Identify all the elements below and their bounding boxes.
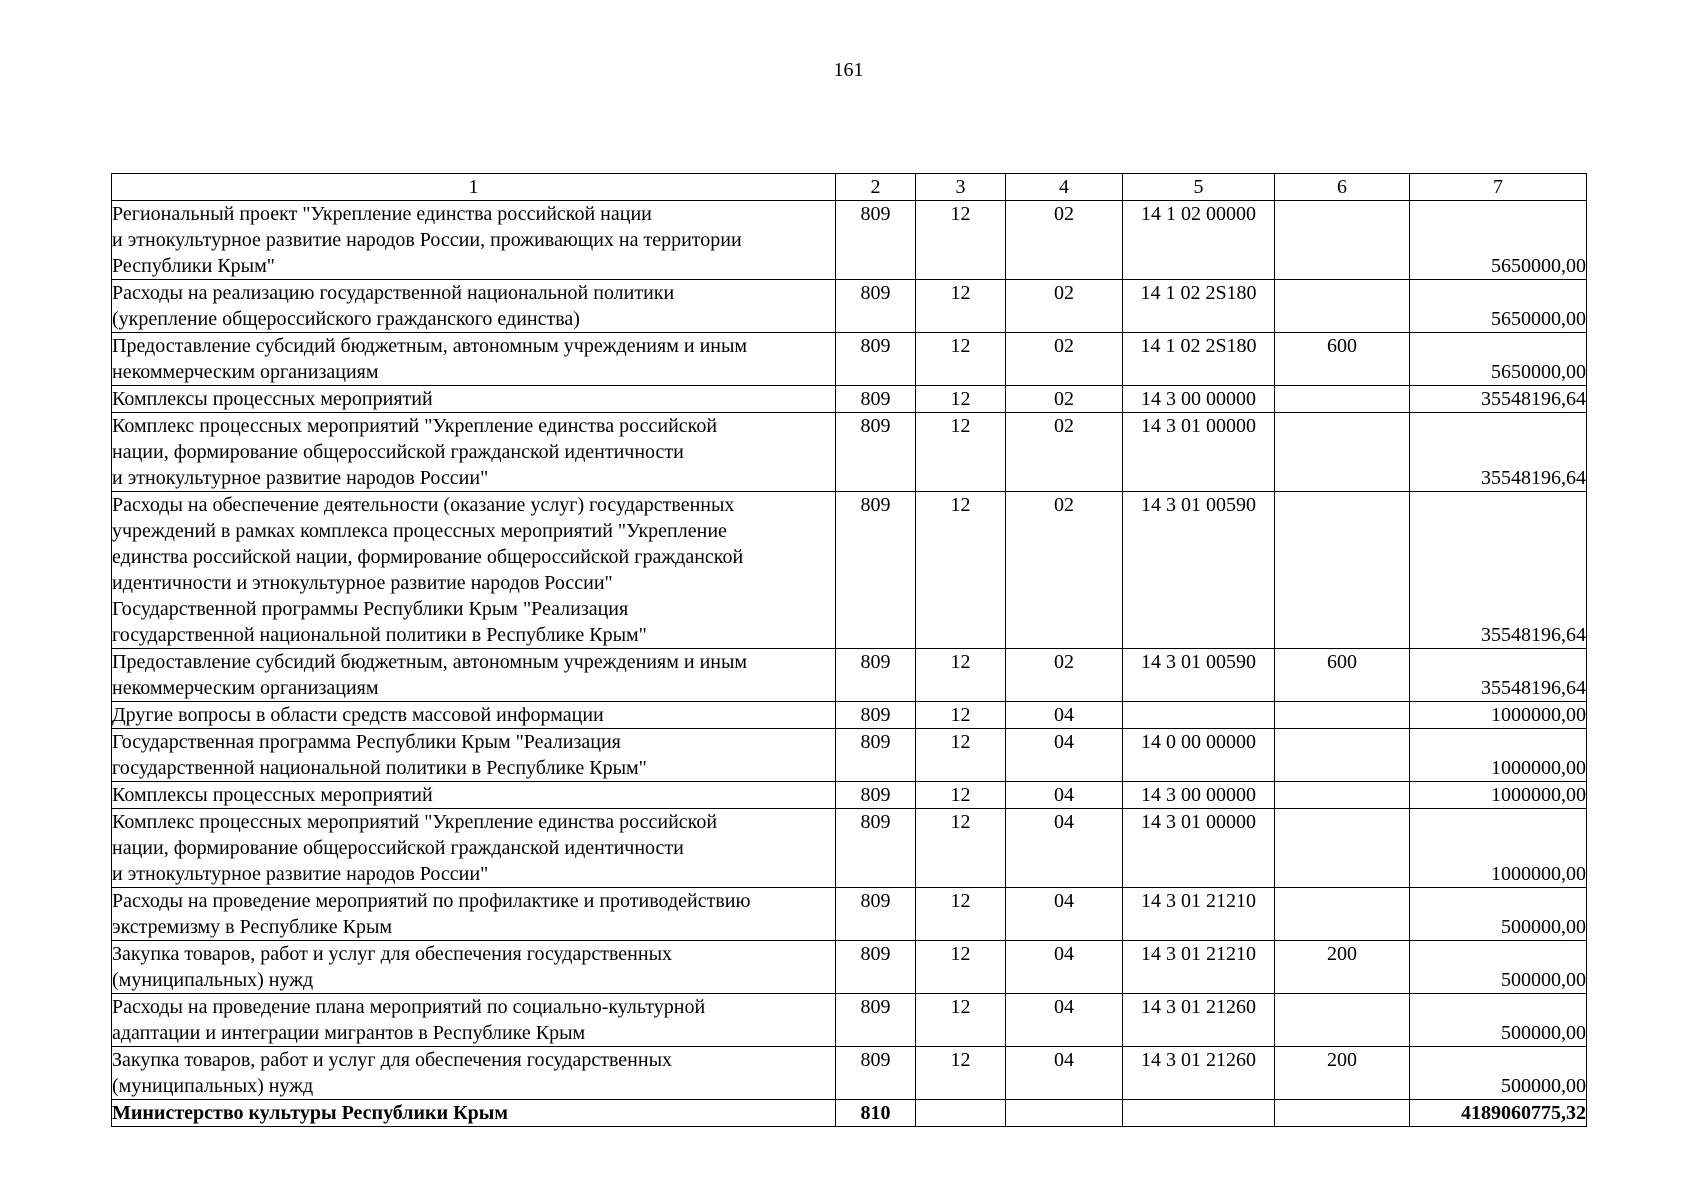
cell-section: 12 [916,333,1006,386]
cell-section: 12 [916,1047,1006,1100]
cell-ministry-code: 809 [836,782,916,809]
cell-expense-type: 600 [1275,333,1410,386]
cell-expense-type [1275,492,1410,649]
cell-ministry-code: 809 [836,941,916,994]
cell-section: 12 [916,702,1006,729]
table-row [112,888,1587,941]
cell-amount: 1000000,00 [1410,702,1587,729]
cell-description: Министерство культуры Республики Крым [112,1100,836,1127]
cell-description: Расходы на реализацию государственной национальной политики (укрепление общероссийского гражданского единства) [112,280,836,333]
cell-ministry-code: 809 [836,702,916,729]
cell-amount: 1000000,00 [1410,729,1587,782]
cell-section: 12 [916,280,1006,333]
table-row [112,994,1587,1047]
cell-ministry-code: 809 [836,729,916,782]
cell-ministry-code: 809 [836,333,916,386]
cell-amount: 500000,00 [1410,941,1587,994]
cell-subsection: 04 [1006,782,1123,809]
cell-section: 12 [916,888,1006,941]
cell-expense-type [1275,729,1410,782]
cell-expense-type: 200 [1275,941,1410,994]
cell-section [916,1100,1006,1127]
cell-expense-type [1275,702,1410,729]
cell-target-article [1123,1100,1275,1127]
cell-ministry-code: 809 [836,201,916,280]
cell-ministry-code: 809 [836,994,916,1047]
cell-amount: 5650000,00 [1410,201,1587,280]
cell-amount: 35548196,64 [1410,413,1587,492]
cell-description: Предоставление субсидий бюджетным, автономным учреждениям и иным некоммерческим организациям [112,333,836,386]
column-header: 7 [1410,174,1587,201]
cell-amount: 35548196,64 [1410,649,1587,702]
cell-amount: 1000000,00 [1410,809,1587,888]
cell-target-article: 14 1 02 2S180 [1123,280,1275,333]
column-header: 3 [916,174,1006,201]
cell-subsection: 02 [1006,413,1123,492]
table-row [112,702,1587,729]
cell-description: Комплексы процессных мероприятий [112,386,836,413]
cell-expense-type [1275,201,1410,280]
cell-subsection: 04 [1006,941,1123,994]
cell-expense-type: 600 [1275,649,1410,702]
cell-subsection: 02 [1006,492,1123,649]
cell-expense-type [1275,280,1410,333]
cell-amount: 500000,00 [1410,1047,1587,1100]
cell-amount: 4189060775,32 [1410,1100,1587,1127]
cell-section: 12 [916,649,1006,702]
cell-description: Комплекс процессных мероприятий "Укрепление единства российской нации, формирование общероссийской гражданской идентичности и этнокультурное развитие народов России" [112,413,836,492]
table-row [112,1100,1587,1127]
cell-description: Другие вопросы в области средств массовой информации [112,702,836,729]
cell-ministry-code: 809 [836,492,916,649]
cell-ministry-code: 809 [836,413,916,492]
table-row [112,782,1587,809]
cell-subsection [1006,1100,1123,1127]
column-header: 6 [1275,174,1410,201]
cell-ministry-code: 809 [836,809,916,888]
cell-target-article: 14 3 01 00000 [1123,413,1275,492]
cell-expense-type [1275,386,1410,413]
cell-target-article: 14 3 00 00000 [1123,782,1275,809]
table-row [112,1047,1587,1100]
cell-expense-type: 200 [1275,1047,1410,1100]
cell-expense-type [1275,994,1410,1047]
cell-description: Региональный проект "Укрепление единства российской нации и этнокультурное развитие народов России, проживающих на территории Республики Крым" [112,201,836,280]
cell-subsection: 04 [1006,1047,1123,1100]
table-row [112,809,1587,888]
cell-target-article: 14 3 01 00000 [1123,809,1275,888]
cell-expense-type [1275,809,1410,888]
cell-ministry-code: 810 [836,1100,916,1127]
column-header: 5 [1123,174,1275,201]
cell-section: 12 [916,994,1006,1047]
column-header: 1 [112,174,836,201]
cell-subsection: 04 [1006,994,1123,1047]
cell-ministry-code: 809 [836,888,916,941]
cell-section: 12 [916,782,1006,809]
cell-target-article: 14 3 01 21210 [1123,888,1275,941]
cell-target-article: 14 3 01 00590 [1123,649,1275,702]
cell-amount: 5650000,00 [1410,333,1587,386]
cell-amount: 500000,00 [1410,994,1587,1047]
table-row [112,280,1587,333]
cell-description: Расходы на проведение плана мероприятий по социально-культурной адаптации и интеграции мигрантов в Республике Крым [112,994,836,1047]
cell-ministry-code: 809 [836,649,916,702]
cell-target-article: 14 3 01 21210 [1123,941,1275,994]
cell-amount: 35548196,64 [1410,492,1587,649]
cell-section: 12 [916,386,1006,413]
cell-ministry-code: 809 [836,386,916,413]
cell-amount: 500000,00 [1410,888,1587,941]
cell-subsection: 04 [1006,702,1123,729]
column-header: 2 [836,174,916,201]
cell-target-article: 14 3 01 21260 [1123,1047,1275,1100]
cell-subsection: 04 [1006,809,1123,888]
cell-amount: 5650000,00 [1410,280,1587,333]
table-row [112,413,1587,492]
cell-subsection: 04 [1006,729,1123,782]
cell-section: 12 [916,201,1006,280]
table-row [112,333,1587,386]
cell-description: Закупка товаров, работ и услуг для обеспечения государственных (муниципальных) нужд [112,1047,836,1100]
budget-table [111,173,1587,1127]
cell-expense-type [1275,888,1410,941]
cell-section: 12 [916,413,1006,492]
cell-description: Государственная программа Республики Крым "Реализация государственной национальной политики в Республике Крым" [112,729,836,782]
cell-expense-type [1275,782,1410,809]
cell-amount: 35548196,64 [1410,386,1587,413]
cell-subsection: 02 [1006,333,1123,386]
column-header: 4 [1006,174,1123,201]
cell-description: Закупка товаров, работ и услуг для обеспечения государственных (муниципальных) нужд [112,941,836,994]
cell-expense-type [1275,1100,1410,1127]
table-row [112,729,1587,782]
table-row [112,201,1587,280]
cell-target-article: 14 0 00 00000 [1123,729,1275,782]
cell-description: Комплексы процессных мероприятий [112,782,836,809]
cell-description: Комплекс процессных мероприятий "Укрепление единства российской нации, формирование общероссийской гражданской идентичности и этнокультурное развитие народов России" [112,809,836,888]
table-row [112,492,1587,649]
cell-subsection: 04 [1006,888,1123,941]
table-row [112,386,1587,413]
cell-section: 12 [916,809,1006,888]
cell-target-article: 14 3 01 00590 [1123,492,1275,649]
cell-subsection: 02 [1006,386,1123,413]
cell-section: 12 [916,729,1006,782]
cell-ministry-code: 809 [836,280,916,333]
table-row [112,649,1587,702]
table-header-row [112,174,1587,201]
cell-target-article [1123,702,1275,729]
cell-target-article: 14 3 01 21260 [1123,994,1275,1047]
cell-description: Предоставление субсидий бюджетным, автономным учреждениям и иным некоммерческим организациям [112,649,836,702]
table-row [112,941,1587,994]
cell-target-article: 14 1 02 2S180 [1123,333,1275,386]
cell-subsection: 02 [1006,649,1123,702]
cell-amount: 1000000,00 [1410,782,1587,809]
cell-description: Расходы на обеспечение деятельности (оказание услуг) государственных учреждений в рамках комплекса процессных мероприятий "Укрепление единства российской нации, формирование общероссийской гражданской идентичности и этнокультурное развитие народов России" Государственной программы Республики Крым "Реализация государственной национальной политики в Республике Крым" [112,492,836,649]
cell-expense-type [1275,413,1410,492]
cell-target-article: 14 3 00 00000 [1123,386,1275,413]
cell-description: Расходы на проведение мероприятий по профилактике и противодействию экстремизму в Республике Крым [112,888,836,941]
cell-section: 12 [916,492,1006,649]
cell-ministry-code: 809 [836,1047,916,1100]
cell-section: 12 [916,941,1006,994]
page-number: 161 [833,59,864,81]
cell-target-article: 14 1 02 00000 [1123,201,1275,280]
cell-subsection: 02 [1006,201,1123,280]
cell-subsection: 02 [1006,280,1123,333]
